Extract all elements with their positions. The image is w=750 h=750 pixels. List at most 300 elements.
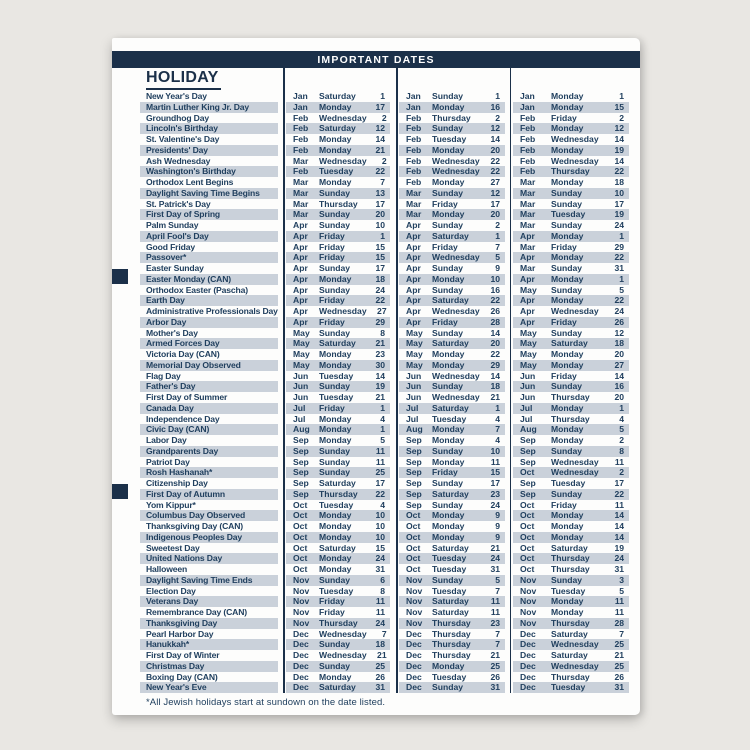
month-abbrev: Feb — [406, 166, 422, 177]
holiday-name: New Year's Eve — [140, 682, 278, 693]
month-abbrev: Jun — [406, 381, 422, 392]
holiday-row — [140, 672, 629, 683]
day-number: 31 — [614, 682, 624, 693]
weekday-name: Wednesday — [432, 370, 480, 381]
holiday-date-col1 — [286, 306, 390, 317]
weekday-name: Monday — [551, 144, 584, 155]
holiday-row — [140, 145, 629, 156]
month-abbrev: Jun — [520, 392, 536, 402]
holiday-row — [140, 489, 629, 500]
day-number: 14 — [614, 370, 624, 381]
weekday-name: Thursday — [432, 628, 471, 639]
holiday-date-col3 — [513, 596, 629, 607]
weekday-name: Monday — [319, 553, 352, 564]
holiday-row — [140, 209, 629, 220]
weekday-name: Wednesday — [432, 392, 480, 402]
holiday-row — [140, 220, 629, 231]
holiday-date-col2 — [399, 134, 505, 145]
day-number: 15 — [614, 101, 624, 112]
weekday-name: Monday — [551, 424, 584, 435]
holiday-date-col3 — [513, 403, 629, 414]
holiday-date-col3 — [513, 295, 629, 306]
holiday-row — [140, 478, 629, 489]
holiday-name: Sweetest Day — [146, 542, 200, 553]
month-abbrev: Sep — [293, 435, 309, 445]
holiday-date-col3 — [513, 392, 629, 403]
day-number: 22 — [490, 166, 500, 177]
day-number: 31 — [490, 682, 500, 693]
holiday-date-col2 — [399, 672, 505, 683]
weekday-name: Monday — [319, 413, 352, 424]
weekday-name: Friday — [319, 607, 345, 617]
weekday-name: Monday — [432, 456, 465, 467]
day-number: 12 — [375, 123, 385, 134]
day-number: 24 — [375, 617, 385, 628]
month-abbrev: Feb — [293, 112, 309, 123]
weekday-name: Sunday — [551, 327, 583, 338]
weekday-name: Sunday — [319, 456, 351, 467]
holiday-row — [140, 166, 629, 177]
month-abbrev: Mar — [520, 198, 536, 209]
month-abbrev: Jan — [406, 101, 421, 112]
day-number: 10 — [614, 187, 624, 198]
holiday-date-col2 — [399, 586, 505, 597]
month-abbrev: May — [293, 349, 310, 359]
weekday-name: Sunday — [319, 187, 351, 198]
holiday-date-col1 — [286, 102, 390, 113]
month-abbrev: Oct — [520, 510, 535, 521]
month-abbrev: Oct — [520, 499, 535, 510]
holiday-date-col1 — [286, 317, 390, 328]
month-abbrev: Feb — [406, 123, 422, 134]
day-number: 20 — [490, 144, 500, 155]
day-number: 19 — [375, 381, 385, 392]
jewish-holidays-footnote: *All Jewish holidays start at sundown on the date listed. — [146, 697, 386, 708]
weekday-name: Monday — [551, 295, 584, 306]
weekday-name: Tuesday — [319, 370, 354, 381]
holiday-row — [140, 113, 629, 124]
month-abbrev: Nov — [293, 607, 310, 617]
holiday-date-col3 — [513, 145, 629, 156]
month-abbrev: Sep — [520, 488, 536, 499]
month-abbrev: Mar — [293, 198, 309, 209]
holiday-date-col2 — [399, 435, 505, 446]
weekday-name: Sunday — [551, 263, 583, 273]
month-abbrev: Jan — [520, 101, 535, 112]
holiday-date-col2 — [399, 242, 505, 253]
holiday-row — [140, 123, 629, 134]
month-abbrev: Jun — [406, 392, 422, 402]
holiday-name: Yom Kippur* — [146, 499, 196, 510]
day-number: 22 — [614, 252, 624, 263]
day-number: 1 — [380, 402, 385, 413]
weekday-name: Thursday — [319, 198, 358, 209]
holiday-date-col2 — [399, 209, 505, 220]
month-abbrev: Feb — [520, 134, 536, 144]
holiday-row — [140, 317, 629, 328]
weekday-name: Monday — [551, 273, 584, 284]
holiday-date-col1 — [286, 607, 390, 618]
holiday-date-col1 — [286, 510, 390, 521]
month-abbrev: Oct — [406, 510, 421, 521]
day-number: 28 — [614, 617, 624, 628]
holiday-date-col3 — [513, 166, 629, 177]
day-number: 26 — [375, 671, 385, 682]
month-abbrev: Apr — [293, 263, 308, 273]
day-number: 14 — [614, 155, 624, 166]
month-abbrev: Dec — [406, 682, 422, 693]
month-abbrev: Sep — [406, 499, 422, 510]
holiday-date-col1 — [286, 177, 390, 188]
holiday-date-col3 — [513, 575, 629, 586]
day-number: 11 — [490, 456, 500, 467]
day-number: 11 — [614, 456, 624, 467]
month-abbrev: Apr — [406, 252, 421, 263]
month-abbrev: Apr — [293, 230, 308, 241]
holiday-date-col2 — [399, 478, 505, 489]
weekday-name: Friday — [551, 499, 577, 510]
day-number: 20 — [490, 209, 500, 220]
day-number: 25 — [614, 639, 624, 650]
weekday-name: Wednesday — [432, 155, 480, 166]
month-abbrev: Nov — [406, 607, 423, 617]
month-abbrev: Oct — [406, 564, 421, 574]
day-number: 2 — [619, 467, 624, 478]
holiday-name: Thanksgiving Day — [140, 618, 278, 629]
weekday-name: Wednesday — [551, 155, 599, 166]
day-number: 11 — [375, 445, 385, 456]
weekday-name: Tuesday — [319, 499, 354, 510]
weekday-name: Monday — [432, 349, 465, 359]
day-number: 14 — [490, 327, 500, 338]
holiday-date-col1 — [286, 145, 390, 156]
holiday-date-col2 — [399, 306, 505, 317]
day-number: 22 — [375, 166, 385, 177]
holiday-row — [140, 403, 629, 414]
holiday-date-col1 — [286, 156, 390, 167]
month-abbrev: Sep — [520, 456, 536, 467]
holiday-name: First Day of Winter — [146, 650, 220, 660]
day-number: 25 — [614, 660, 624, 671]
holiday-name: Thanksgiving Day (CAN) — [146, 521, 243, 531]
holiday-name: Orthodox Lent Begins — [146, 177, 234, 187]
holiday-date-col3 — [513, 521, 629, 532]
month-abbrev: Dec — [520, 639, 536, 650]
holiday-date-col1 — [286, 586, 390, 597]
month-abbrev: May — [406, 327, 423, 338]
month-abbrev: Apr — [293, 295, 308, 306]
weekday-name: Thursday — [551, 166, 590, 177]
holiday-date-col2 — [399, 424, 505, 435]
month-abbrev: Feb — [293, 134, 309, 144]
weekday-name: Saturday — [319, 478, 356, 488]
holiday-date-col2 — [399, 188, 505, 199]
month-abbrev: Mar — [406, 187, 422, 198]
holiday-date-col1 — [286, 91, 390, 102]
month-abbrev: Oct — [520, 521, 535, 531]
holiday-date-col1 — [286, 424, 390, 435]
month-abbrev: Nov — [520, 574, 537, 585]
holiday-row — [140, 543, 629, 554]
month-abbrev: Sep — [293, 445, 309, 456]
important-dates-banner — [112, 51, 640, 68]
month-abbrev: May — [520, 359, 537, 370]
holiday-date-col2 — [399, 102, 505, 113]
holiday-name: Memorial Day Observed — [140, 360, 278, 371]
holiday-name: Daylight Saving Time Begins — [140, 188, 278, 199]
holiday-row — [140, 564, 629, 575]
day-number: 28 — [490, 316, 500, 327]
weekday-name: Tuesday — [432, 413, 467, 424]
holiday-date-col2 — [399, 467, 505, 478]
weekday-name: Saturday — [432, 596, 469, 607]
day-number: 14 — [490, 370, 500, 381]
day-number: 17 — [614, 478, 624, 488]
holiday-name: Good Friday — [146, 241, 195, 252]
day-number: 1 — [619, 91, 624, 101]
holiday-date-col3 — [513, 532, 629, 543]
weekday-name: Friday — [319, 596, 345, 607]
day-number: 18 — [614, 177, 624, 187]
day-number: 17 — [490, 198, 500, 209]
holiday-date-col3 — [513, 467, 629, 478]
day-number: 15 — [490, 467, 500, 478]
holiday-name: Presidents' Day — [140, 145, 278, 156]
weekday-name: Thursday — [551, 564, 590, 574]
weekday-name: Thursday — [551, 671, 590, 682]
weekday-name: Monday — [551, 91, 584, 101]
holiday-table-body — [140, 91, 629, 693]
day-number: 22 — [614, 295, 624, 306]
day-number: 1 — [380, 91, 385, 101]
day-number: 16 — [490, 101, 500, 112]
weekday-name: Wednesday — [551, 660, 599, 671]
weekday-name: Friday — [319, 252, 345, 263]
holiday-row — [140, 306, 629, 317]
day-number: 4 — [619, 413, 624, 424]
holiday-date-col3 — [513, 123, 629, 134]
weekday-name: Sunday — [551, 574, 583, 585]
weekday-name: Saturday — [432, 607, 469, 617]
day-number: 11 — [490, 607, 500, 617]
weekday-name: Monday — [319, 359, 352, 370]
holiday-name: Veterans Day — [140, 596, 278, 607]
day-number: 19 — [614, 542, 624, 553]
weekday-name: Monday — [432, 424, 465, 435]
weekday-name: Monday — [319, 134, 352, 144]
holiday-date-col1 — [286, 478, 390, 489]
weekday-name: Monday — [319, 435, 352, 445]
holiday-date-col3 — [513, 113, 629, 124]
holiday-name: First Day of Summer — [146, 392, 228, 402]
month-abbrev: Apr — [406, 295, 421, 306]
weekday-name: Saturday — [551, 542, 588, 553]
holiday-date-col2 — [399, 575, 505, 586]
day-number: 29 — [614, 241, 624, 252]
holiday-date-col1 — [286, 263, 390, 274]
holiday-date-col2 — [399, 682, 505, 693]
holiday-date-col2 — [399, 295, 505, 306]
weekday-name: Monday — [319, 144, 352, 155]
weekday-name: Tuesday — [319, 585, 354, 596]
holiday-date-col2 — [399, 199, 505, 210]
month-abbrev: Apr — [293, 273, 308, 284]
day-number: 14 — [614, 521, 624, 531]
day-number: 24 — [490, 553, 500, 564]
holiday-date-col2 — [399, 661, 505, 672]
weekday-name: Monday — [551, 101, 584, 112]
month-abbrev: Oct — [293, 510, 308, 521]
day-number: 29 — [375, 316, 385, 327]
day-number: 14 — [490, 134, 500, 144]
holiday-row — [140, 424, 629, 435]
day-number: 1 — [380, 424, 385, 435]
weekday-name: Saturday — [551, 650, 588, 660]
holiday-row — [140, 156, 629, 167]
weekday-name: Monday — [551, 596, 584, 607]
holiday-name: Passover* — [140, 252, 278, 263]
holiday-date-col3 — [513, 188, 629, 199]
holiday-row — [140, 263, 629, 274]
month-abbrev: Dec — [293, 628, 309, 639]
weekday-name: Saturday — [319, 123, 356, 134]
holiday-name: Martin Luther King Jr. Day — [140, 102, 278, 113]
weekday-name: Friday — [319, 402, 345, 413]
weekday-name: Sunday — [319, 574, 351, 585]
weekday-name: Monday — [432, 510, 465, 521]
day-number: 23 — [490, 488, 500, 499]
holiday-row — [140, 349, 629, 360]
holiday-date-col3 — [513, 424, 629, 435]
holiday-date-col3 — [513, 457, 629, 468]
month-abbrev: Oct — [406, 553, 421, 564]
weekday-name: Friday — [319, 316, 345, 327]
day-number: 22 — [490, 155, 500, 166]
weekday-name: Sunday — [319, 263, 351, 273]
holiday-name: Washington's Birthday — [140, 166, 278, 177]
holiday-date-col3 — [513, 338, 629, 349]
day-number: 7 — [381, 628, 387, 639]
holiday-date-col2 — [399, 145, 505, 156]
holiday-row — [140, 629, 629, 640]
holiday-name: Administrative Professionals Day — [146, 306, 278, 316]
weekday-name: Sunday — [319, 284, 351, 295]
month-abbrev: Feb — [520, 166, 536, 177]
weekday-name: Monday — [319, 424, 352, 435]
weekday-name: Saturday — [319, 338, 356, 349]
month-abbrev: Jul — [293, 413, 306, 424]
holiday-row — [140, 457, 629, 468]
day-number: 20 — [614, 349, 624, 359]
weekday-name: Sunday — [432, 187, 464, 198]
day-number: 5 — [380, 435, 385, 445]
weekday-name: Tuesday — [432, 564, 467, 574]
day-number: 15 — [375, 252, 385, 263]
day-number: 1 — [495, 230, 500, 241]
day-number: 2 — [381, 112, 387, 123]
weekday-name: Sunday — [551, 220, 583, 230]
weekday-name: Monday — [319, 101, 352, 112]
holiday-date-col3 — [513, 242, 629, 253]
holiday-name: Ash Wednesday — [146, 155, 211, 166]
holiday-date-col1 — [286, 392, 390, 403]
holiday-row — [140, 682, 629, 693]
holiday-date-col1 — [286, 467, 390, 478]
weekday-name: Saturday — [319, 91, 356, 101]
weekday-name: Wednesday — [319, 155, 367, 166]
weekday-name: Friday — [319, 295, 345, 306]
holiday-name: Easter Monday (CAN) — [140, 274, 278, 285]
month-abbrev: Sep — [406, 445, 422, 456]
month-abbrev: Apr — [406, 316, 421, 327]
weekday-name: Friday — [432, 316, 458, 327]
weekday-name: Friday — [551, 112, 577, 123]
holiday-date-col3 — [513, 564, 629, 575]
holiday-name: Patriot Day — [146, 456, 190, 467]
month-abbrev: Nov — [293, 585, 310, 596]
day-number: 21 — [490, 650, 500, 660]
holiday-date-col2 — [399, 252, 505, 263]
weekday-name: Tuesday — [551, 478, 586, 488]
weekday-name: Tuesday — [432, 671, 467, 682]
month-abbrev: Apr — [293, 241, 308, 252]
holiday-date-col2 — [399, 607, 505, 618]
weekday-name: Thursday — [551, 392, 590, 402]
holiday-name: First Day of Autumn — [140, 489, 278, 500]
month-abbrev: Nov — [520, 596, 537, 607]
month-abbrev: Oct — [293, 521, 308, 531]
holiday-row — [140, 328, 629, 339]
holiday-date-col1 — [286, 446, 390, 457]
holiday-name: Independence Day — [146, 413, 220, 424]
day-number: 25 — [375, 467, 385, 478]
month-abbrev: May — [520, 327, 537, 338]
month-abbrev: Nov — [293, 617, 310, 628]
holiday-name: Hanukkah* — [140, 639, 278, 650]
day-number: 24 — [614, 553, 624, 564]
day-number: 10 — [490, 445, 500, 456]
weekday-name: Monday — [551, 607, 584, 617]
month-abbrev: Apr — [520, 273, 535, 284]
day-number: 17 — [375, 478, 385, 488]
weekday-name: Monday — [319, 671, 352, 682]
weekday-name: Thursday — [319, 488, 358, 499]
holiday-name: Remembrance Day (CAN) — [146, 607, 247, 617]
day-number: 5 — [495, 574, 500, 585]
weekday-name: Wednesday — [319, 112, 367, 123]
day-number: 3 — [619, 574, 624, 585]
month-abbrev: Dec — [406, 628, 422, 639]
holiday-date-col3 — [513, 414, 629, 425]
day-number: 1 — [619, 273, 624, 284]
holiday-date-col1 — [286, 414, 390, 425]
holiday-date-col3 — [513, 360, 629, 371]
day-number: 2 — [495, 112, 500, 123]
month-abbrev: Sep — [293, 467, 309, 478]
day-number: 17 — [375, 101, 385, 112]
holiday-date-col1 — [286, 371, 390, 382]
day-number: 24 — [375, 284, 385, 295]
day-number: 31 — [375, 682, 385, 693]
day-number: 10 — [375, 510, 385, 521]
month-abbrev: Apr — [406, 220, 421, 230]
weekday-name: Saturday — [432, 338, 469, 349]
day-number: 12 — [614, 123, 624, 134]
day-number: 4 — [380, 499, 385, 510]
weekday-name: Saturday — [432, 488, 469, 499]
holiday-date-col1 — [286, 489, 390, 500]
weekday-name: Monday — [432, 531, 465, 542]
